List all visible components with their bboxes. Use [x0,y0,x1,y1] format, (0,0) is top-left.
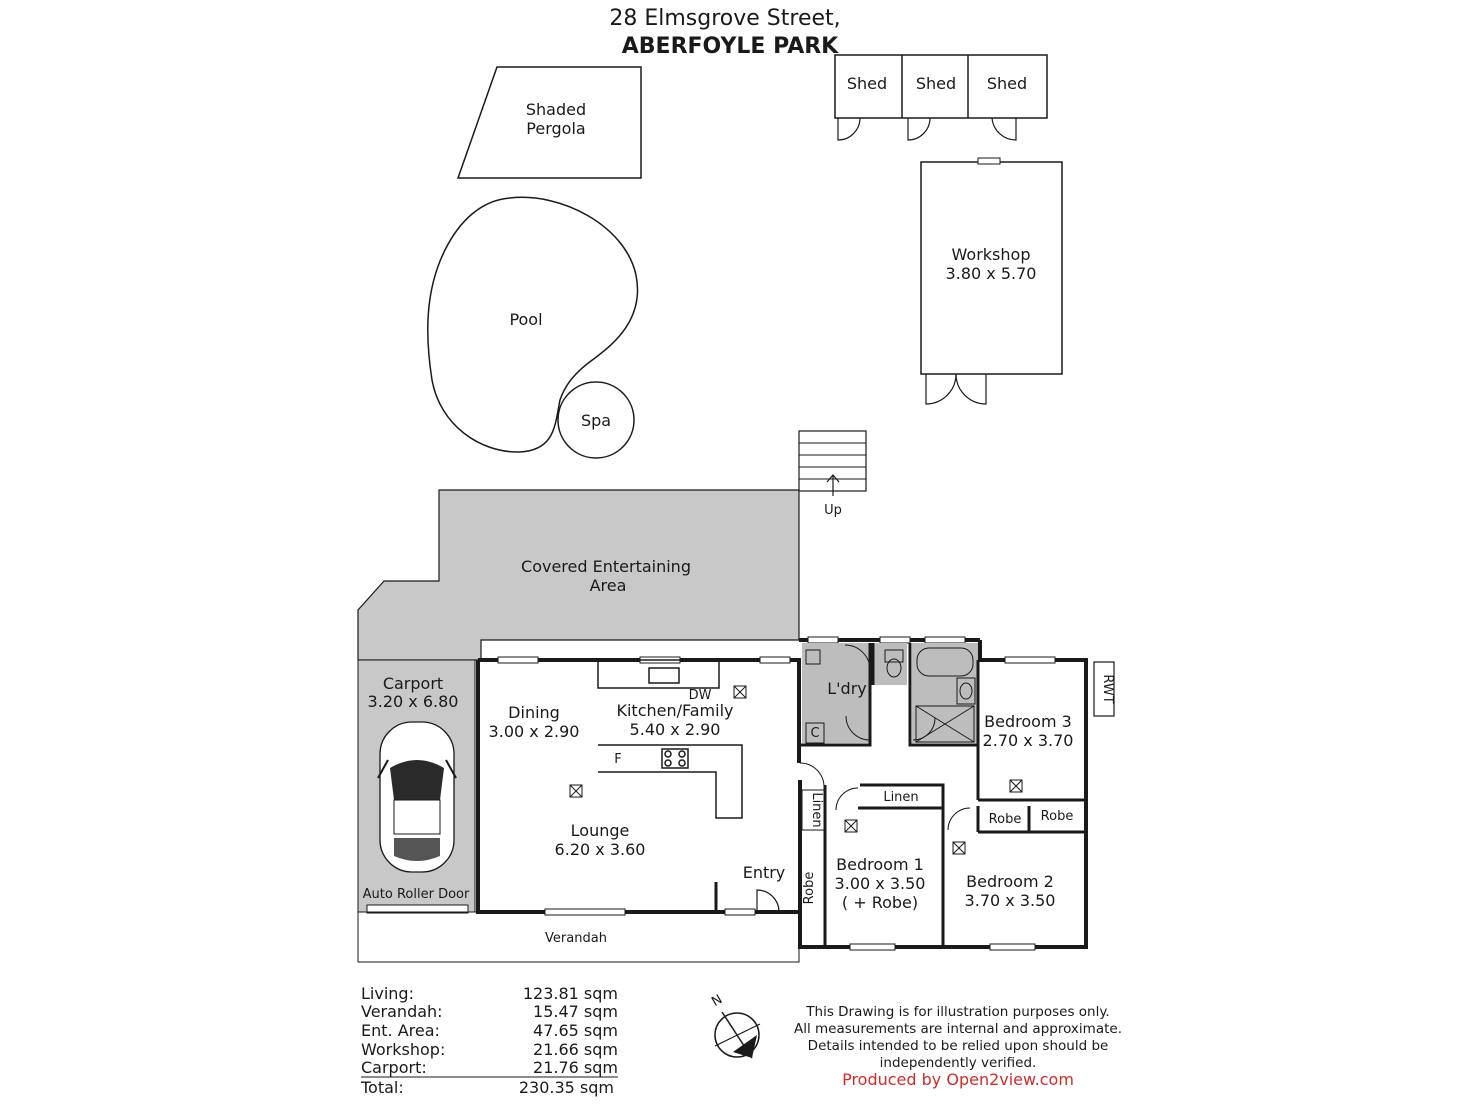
compass-north-label: N [709,992,726,1010]
kitchen-dims: 5.40 x 2.90 [629,720,721,739]
pergola-label-2: Pergola [526,119,586,138]
suburb-line: ABERFOYLE PARK [621,34,839,59]
area-label-verandah: Verandah: [361,1002,443,1021]
area-label-total: Total: [361,1078,404,1097]
kitchen-benches [598,660,742,818]
car-icon [378,722,456,872]
area-value-workshop: 21.66 sqm [533,1040,618,1059]
bed1-robe-note: ( + Robe) [841,893,919,912]
covered-entertaining-area [358,490,799,660]
pool-label: Pool [509,310,543,329]
lounge-dims: 6.20 x 3.60 [554,840,646,859]
pergola-label-1: Shaded [525,100,587,119]
disclaimer-line-4: independently verified. [879,1055,1037,1071]
spa-label: Spa [580,411,612,430]
bed1-robe-label: Robe [802,871,817,905]
lounge-label: Lounge [570,821,630,840]
area-schedule [360,984,618,1097]
area-label-ent: Ent. Area: [361,1021,440,1040]
kitchen-label: Kitchen/Family [616,701,734,720]
carport [358,660,475,913]
area-value-verandah: 15.47 sqm [533,1002,618,1021]
spa [558,382,634,458]
bed2-label: Bedroom 2 [966,872,1054,891]
carport-label: Carport [382,674,444,693]
linen1-label: Linen [809,792,824,828]
area-label-workshop: Workshop: [361,1040,446,1059]
sheds [835,55,1047,140]
robe-b-label: Robe [1040,809,1074,824]
area-label-living: Living: [361,984,414,1003]
bed3-label: Bedroom 3 [984,712,1072,731]
disclaimer-line-1: This Drawing is for illustration purposes only. [806,1004,1110,1020]
rwt-label: RWT [1100,674,1115,704]
disclaimer-line-2: All measurements are internal and approximate. [793,1021,1123,1037]
compass-icon [709,992,760,1058]
address-line: 28 Elmsgrove Street, [609,6,841,31]
area-value-living: 123.81 sqm [522,984,618,1003]
bed1-label: Bedroom 1 [836,855,924,874]
disclaimer [794,1004,1122,1071]
wet-areas [800,643,978,800]
workshop-dims: 3.80 x 5.70 [945,264,1037,283]
dining-dims: 3.00 x 2.90 [488,722,580,741]
entertaining-label-2: Area [589,576,627,595]
area-value-carport: 21.76 sqm [533,1058,618,1077]
shed-label-1: Shed [846,74,888,93]
roller-door-label: Auto Roller Door [362,887,470,902]
shaded-pergola [458,67,641,178]
workshop [921,158,1062,404]
stairs [799,431,866,518]
entry-door [716,882,779,912]
robe-a-label: Robe [988,812,1022,827]
entertaining-label-1: Covered Entertaining [521,557,691,576]
producer-credit[interactable]: Produced by Open2view.com [842,1070,1074,1089]
carport-dims: 3.20 x 6.80 [367,692,459,711]
area-value-ent: 47.65 sqm [533,1021,618,1040]
shed-label-3: Shed [986,74,1028,93]
area-value-total: 230.35 sqm [518,1078,614,1097]
bed1-dims: 3.00 x 3.50 [834,874,926,893]
stairs-up-label: Up [824,503,842,518]
laundry-label: L'dry [827,679,867,698]
bed2-dims: 3.70 x 3.50 [964,891,1056,910]
bed3-dims: 2.70 x 3.70 [982,731,1074,750]
verandah-label: Verandah [545,931,607,946]
area-label-carport: Carport: [361,1058,427,1077]
shed-label-2: Shed [915,74,957,93]
rainwater-tank [1094,662,1115,716]
disclaimer-line-3: Details intended to be relied upon should be [807,1038,1109,1054]
fridge-label: F [614,752,622,767]
entry-label: Entry [742,863,786,882]
dining-label: Dining [508,703,560,722]
dw-label: DW [688,688,712,703]
cupboard-label: C [810,726,820,741]
linen2-label: Linen [883,790,919,805]
verandah [358,912,799,962]
workshop-label: Workshop [951,245,1031,264]
